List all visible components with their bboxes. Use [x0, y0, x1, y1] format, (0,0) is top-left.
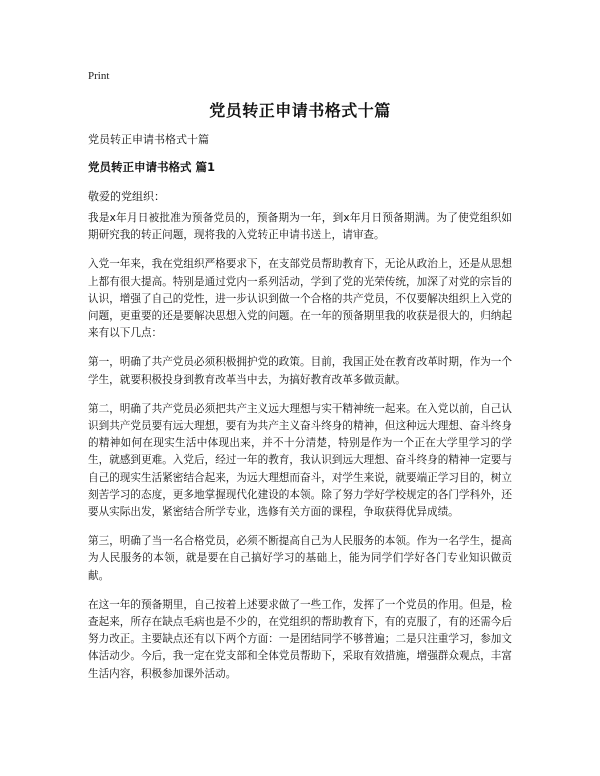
section-heading: 党员转正申请书格式 篇1 [88, 160, 216, 174]
paragraph: 第二，明确了共产党员必须把共产主义远大理想与实干精神统一起来。在入党以前，自己认识到共产党员要有远大理想，要有为共产主义奋斗终身的精神，但这种远大理想、奋斗终身的精神如何在现实生活中体现出来，并不十分清楚，特别是作为一个正在大学里学习的学生，就感到更难。入党后，经过一年的教育，我认识到远大理想、奋斗终身的精神一定要与自己的现实生活紧密结合起来，为远大理想而奋斗，对学生来说，就要端正学习目的，树立刻苦学习的态度，更多地掌握现代化建设的本领。除了努力学好学校规定的各门学科外，还要从实际出发，紧密结合所学专业，选修有关方面的课程，争取获得优异成绩。 [88, 402, 512, 519]
paragraph: 第三，明确了当一名合格党员，必须不断提高自己为人民服务的本领。作为一名学生，提高为人民服务的本领，就是要在自己搞好学习的基础上，能为同学们学好各门专业知识做贡献。 [88, 535, 512, 582]
body-text [88, 210, 512, 695]
paragraph: 第一，明确了共产党员必须积极拥护党的政策。目前，我国正处在教育改革时期，作为一个学生，就要积极投身到教育改革当中去，为搞好教育改革多做贡献。 [88, 356, 512, 386]
page-title: 党员转正申请书格式十篇 [209, 101, 391, 120]
paragraph: 入党一年来，我在党组织严格要求下，在支部党员帮助教育下，无论从政治上，还是从思想上都有很大提高。特别是通过党内一系列活动，学到了党的光荣传统，加深了对党的宗旨的认识，增强了自己的党性，进一步认识到做一个合格的共产党员，不仅要解决组织上入党的问题，更重要的还是要解决思想入党的问题。在一年的预备期里我的收获是很大的，归纳起来有以下几点： [88, 258, 512, 340]
greeting-line: 敬爱的党组织： [88, 190, 165, 203]
document-subtitle: 党员转正申请书格式十篇 [88, 133, 209, 146]
paragraph: 我是x年月日被批准为预备党员的，预备期为一年，到x年月日预备期满。为了使党组织如期研究我的转正问题，现将我的入党转正申请书送上，请审查。 [88, 212, 512, 242]
paragraph: 在这一年的预备期里，自己按着上述要求做了一些工作，发挥了一个党员的作用。但是，检查起来，所存在缺点毛病也是不少的，在党组织的帮助教育下，有的克服了，有的还需今后努力改正。主要缺点还有以下两个方面：一是团结同学不够普遍；二是只注重学习，参加文体活动少。今后，我一定在党支部和全体党员帮助下，采取有效措施，增强群众观点，丰富生活内容，积极参加课外活动。 [88, 598, 512, 680]
print-label: Print [88, 70, 110, 82]
